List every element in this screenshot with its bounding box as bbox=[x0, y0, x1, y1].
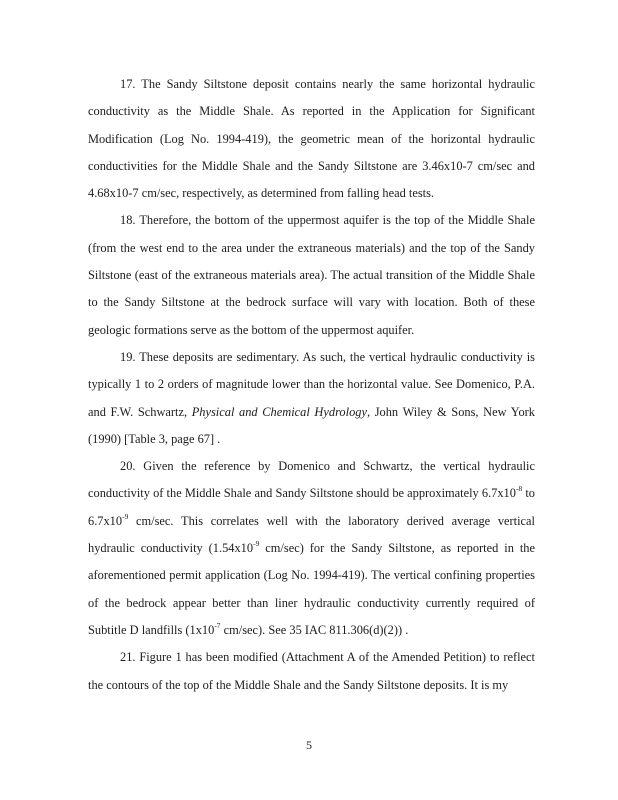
text-run: cm/sec). See 35 IAC 811.306(d)(2)) . bbox=[220, 622, 409, 637]
paragraph-20 bbox=[88, 453, 535, 644]
exponent: -9 bbox=[122, 511, 129, 521]
exponent: -9 bbox=[253, 538, 260, 548]
paragraph-18 bbox=[88, 207, 535, 343]
text-run: 18. Therefore, the bottom of the uppermost aquifer is the top of the Middle Shale (from the west end to the area under the extraneous materials) and the top of the Sandy Siltstone (east of the extraneous materials area). The actual transition of the Middle Shale to the Sandy Siltstone at the bedrock surface will vary with location. Both of these geologic formations serve as the bottom of the uppermost aquifer. bbox=[88, 213, 535, 337]
exponent: -8 bbox=[515, 484, 523, 494]
text-run: , John Wiley & Sons, New York (1990) [Table 3, page 67] . bbox=[88, 404, 535, 446]
paragraph-19 bbox=[88, 344, 535, 453]
exponent: -7 bbox=[214, 620, 221, 630]
text-run: cm/sec. This correlates well with the laboratory derived average vertical hydraulic conductivity (1.54x10 bbox=[88, 513, 535, 556]
text-run: to 6.7x10 bbox=[88, 486, 535, 528]
text-run: 19. These deposits are sedimentary. As such, the vertical hydraulic conductivity is typically 1 to 2 orders of magnitude lower than the horizontal value. See Domenico, P.A. and F.W. Schwartz, bbox=[88, 349, 535, 419]
text-run: 21. Figure 1 has been modified (Attachment A of the Amended Petition) to reflect the contours of the top of the Middle Shale and the Sandy Siltstone deposits. It is my bbox=[88, 650, 535, 692]
text-run: cm/sec) for the Sandy Siltstone, as reported in the aforementioned permit application (Log No. 1994-419). The vertical confining properties of the bedrock appear better than liner hydraulic conductivity currently required of Subtitle D landfills (1x10 bbox=[88, 541, 535, 637]
text-run: 17. The Sandy Siltstone deposit contains nearly the same horizontal hydraulic conductivity as the Middle Shale. As reported in the Application for Significant Modification (Log No. 1994-419), the geometric mean of the horizontal hydraulic conductivities for the Middle Shale and the Sandy Siltstone are 3.46x10-7 cm/sec and 4.68x10-7 cm/sec, respectively, as determined from falling head tests. bbox=[88, 77, 535, 201]
book-title: Physical and Chemical Hydrology bbox=[191, 404, 367, 419]
text-run: 20. Given the reference by Domenico and Schwartz, the vertical hydraulic conductivity of the Middle Shale and Sandy Siltstone should be approximately 6.7x10 bbox=[88, 459, 535, 501]
page-number: 5 bbox=[306, 738, 312, 752]
paragraph-21 bbox=[88, 644, 535, 699]
body-text bbox=[88, 71, 535, 699]
paragraph-17 bbox=[88, 71, 535, 207]
